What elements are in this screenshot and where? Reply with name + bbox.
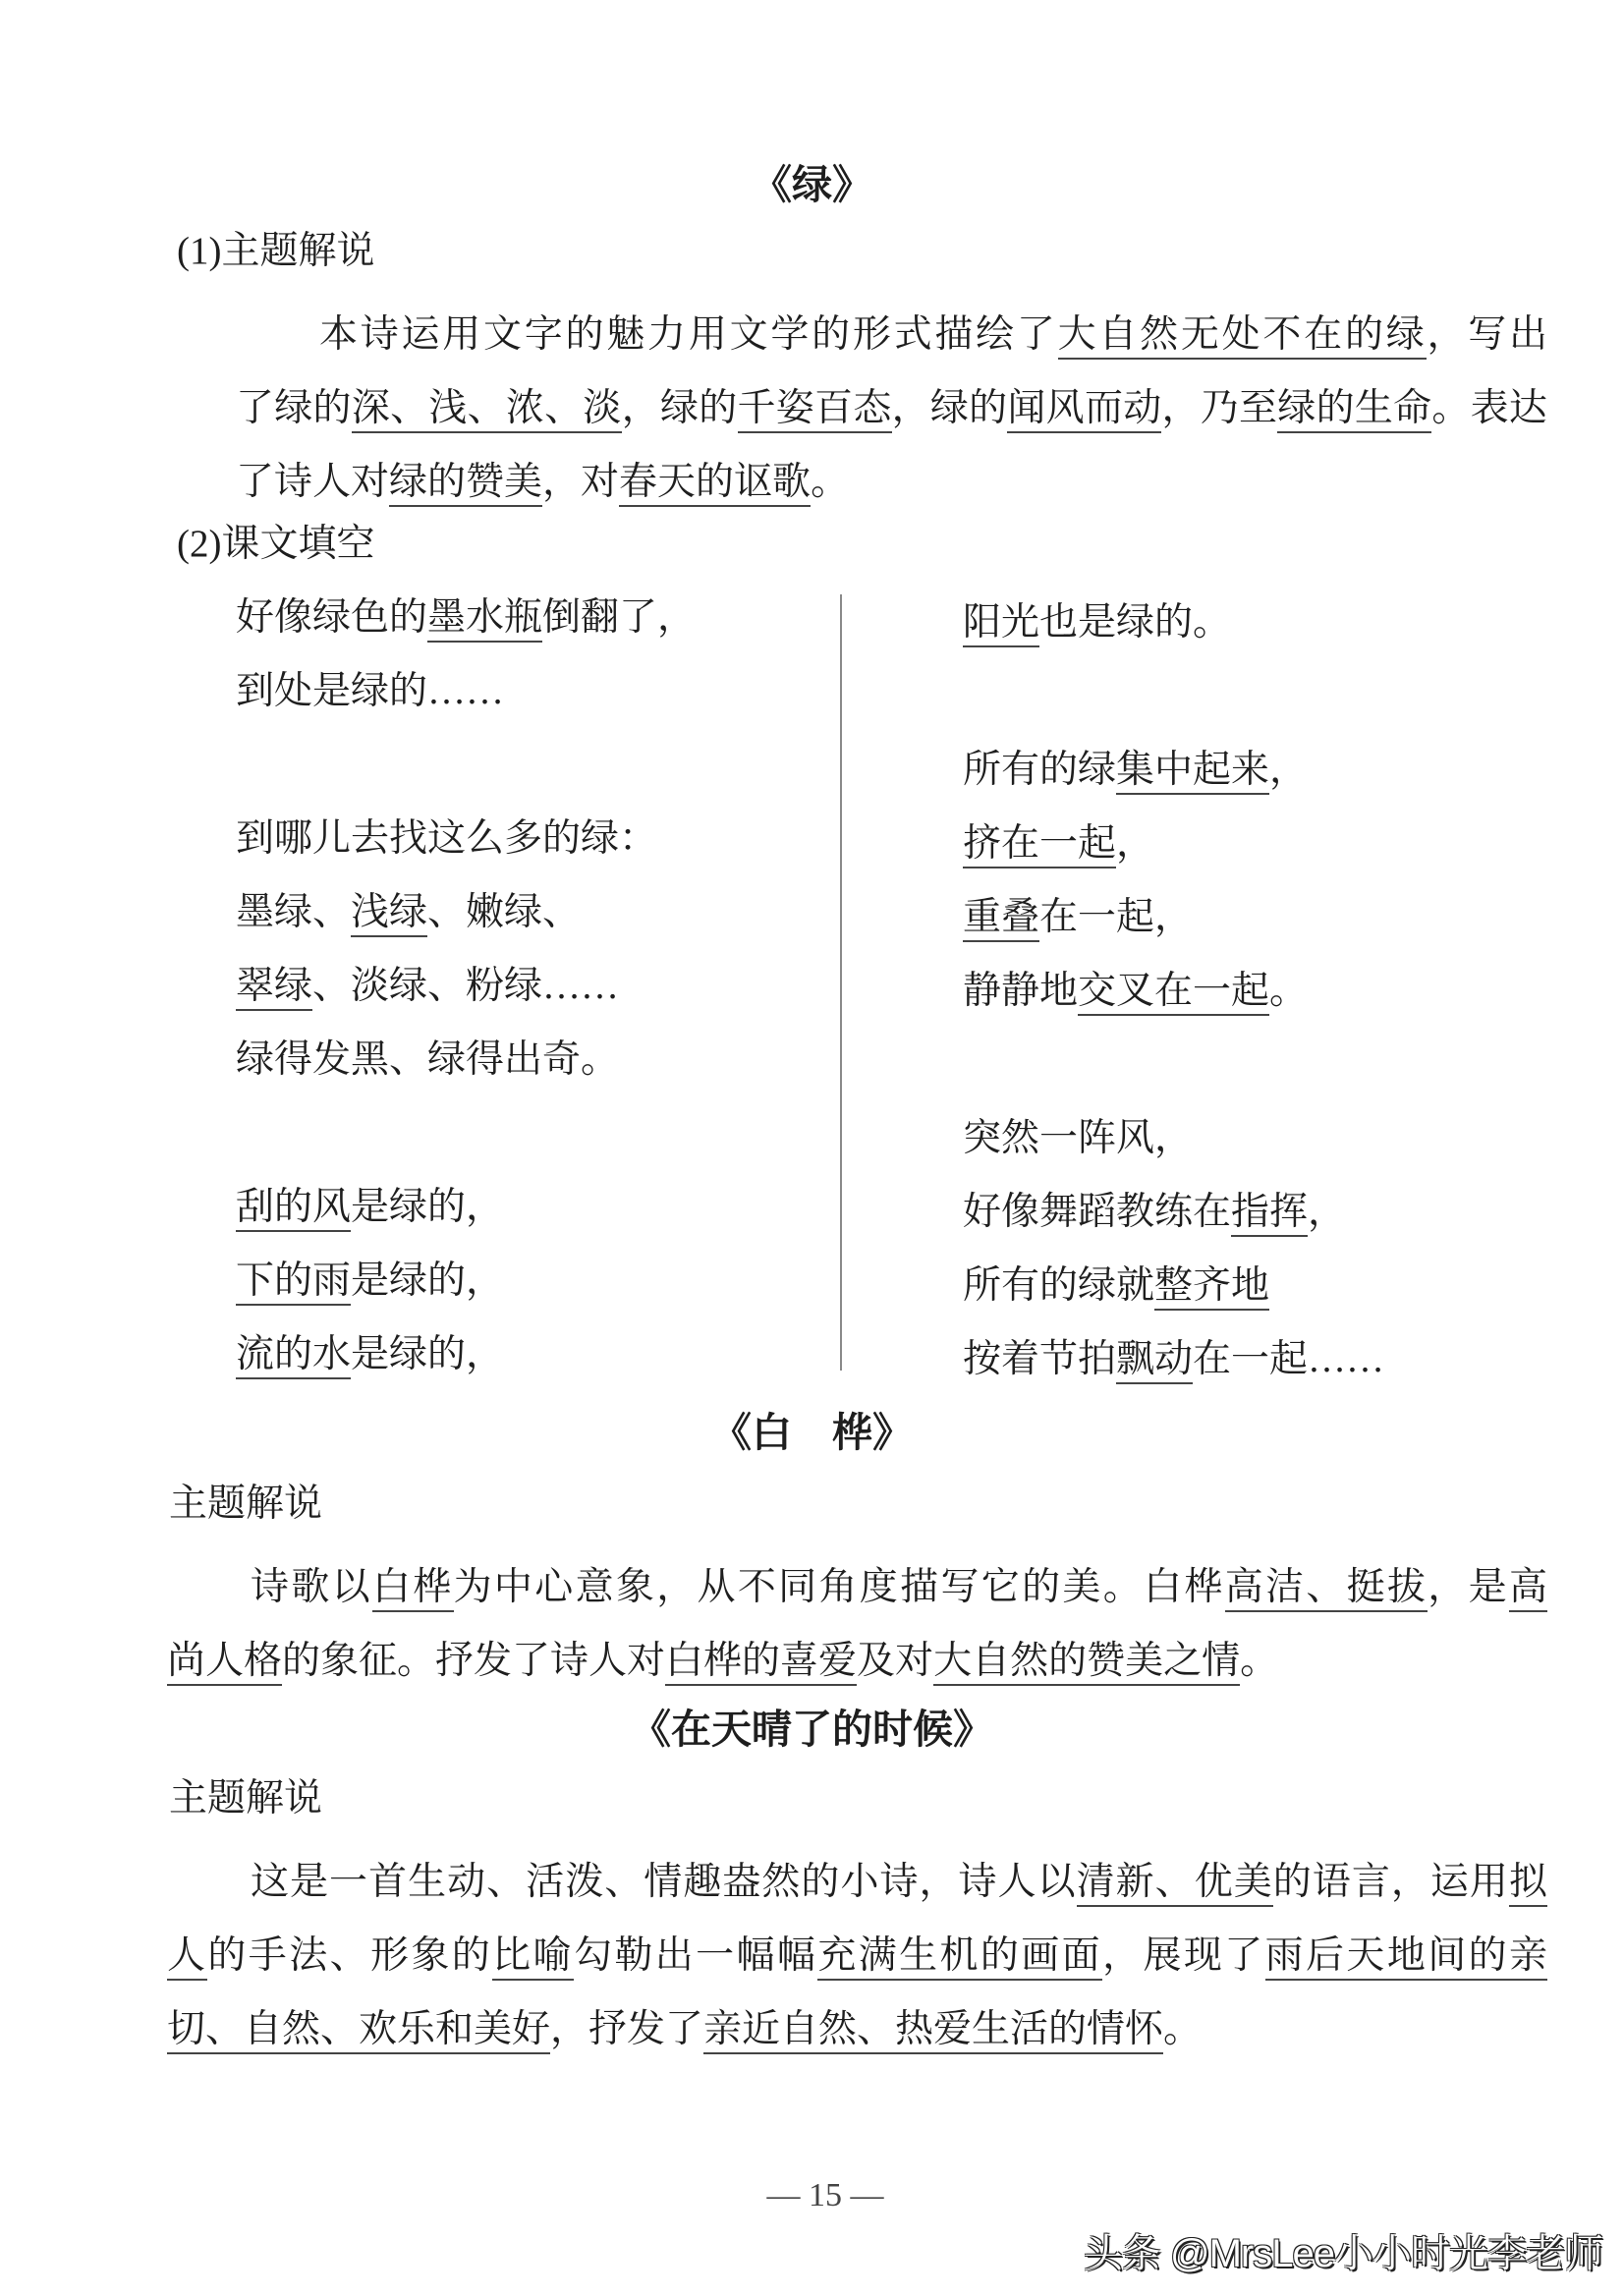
underlined-answer: 大自然无处不在的绿 (1058, 313, 1428, 360)
text-segment: ，是 (1428, 1566, 1509, 1608)
underlined-answer: 整齐地 (1154, 1264, 1269, 1311)
paragraph-line (167, 1550, 1547, 1624)
underlined-answer: 白桦 (372, 1566, 454, 1612)
poem-line (236, 1317, 696, 1391)
theme-paragraph-baihua (167, 1550, 1547, 1698)
text-segment: ， (1116, 822, 1155, 865)
text-segment: ， (1308, 1191, 1347, 1233)
text-segment: 。 (1240, 1640, 1279, 1682)
text-segment: ，乃至 (1161, 387, 1278, 429)
underlined-answer: 翠绿 (236, 965, 312, 1011)
underlined-answer: 绿的赞美 (389, 461, 542, 507)
poem-line (236, 802, 696, 875)
text-segment: 了诗人对 (236, 461, 390, 503)
text-segment: ，绿的 (891, 387, 1008, 429)
text-segment: ，写出 (1427, 313, 1547, 356)
underlined-answer: 集中起来 (1116, 749, 1269, 795)
text-segment: 这是一首生动、活泼、情趣盎然的小诗，诗人以 (251, 1861, 1077, 1903)
poem-line (963, 807, 1384, 880)
paragraph-line (167, 1624, 1547, 1698)
text-segment: 本诗运用文字的魅力用文学的形式描绘了 (319, 313, 1058, 356)
text-segment: 是绿的， (351, 1333, 505, 1375)
text-segment: 勾勒出一幅幅 (573, 1934, 818, 1977)
paragraph-line (236, 445, 1547, 519)
text-segment: 倒翻了， (542, 596, 697, 639)
text-segment: 绿得发黑、绿得出奇。 (236, 1038, 620, 1081)
watermark: 头条 @MrsLee小小时光李老师 (1083, 2232, 1602, 2275)
poem-line (963, 954, 1384, 1028)
underlined-answer: 绿的生命 (1277, 387, 1431, 433)
text-segment: 及对 (857, 1640, 934, 1682)
poem-line (963, 1322, 1384, 1396)
poem-line (236, 1023, 696, 1096)
text-segment: 到处是绿的…… (236, 670, 505, 712)
underlined-answer: 飘动 (1116, 1338, 1193, 1384)
text-segment: ，展现了 (1102, 1934, 1265, 1977)
text-segment: 突然一阵风， (963, 1117, 1194, 1159)
underlined-answer: 流的水 (236, 1333, 351, 1379)
text-segment: 、嫩绿、 (427, 891, 582, 933)
text-segment: 的手法、形象的 (207, 1934, 493, 1977)
text-segment: 诗歌以 (251, 1566, 372, 1608)
underlined-answer: 亲近自然、热爱生活的情怀 (703, 2008, 1163, 2054)
text-segment: 墨绿、 (236, 891, 352, 933)
poem-line (236, 1096, 696, 1170)
underlined-answer: 充满生机的画面 (817, 1934, 1102, 1981)
underlined-answer: 阳光 (963, 601, 1039, 647)
underlined-answer: 春天的讴歌 (619, 461, 811, 507)
underlined-answer: 尚人格 (167, 1640, 282, 1686)
text-segment: ， (1269, 749, 1309, 791)
underlined-answer: 白桦的喜爱 (665, 1640, 857, 1686)
poem-line (236, 654, 696, 728)
text-segment: ，抒发了 (550, 2008, 704, 2050)
underlined-answer: 重叠 (963, 896, 1039, 942)
underlined-answer: 雨后天地间的亲 (1265, 1934, 1547, 1981)
text-segment: 了绿的 (236, 387, 352, 429)
text-segment: 的语言，运用 (1272, 1861, 1509, 1903)
underlined-answer: 大自然的赞美之情 (933, 1640, 1240, 1686)
underlined-answer: 高 (1509, 1566, 1547, 1612)
text-segment: 在一起…… (1193, 1338, 1385, 1380)
poem-line (963, 1101, 1384, 1175)
underlined-answer: 刮的风 (236, 1186, 351, 1232)
theme-paragraph-tianqing (167, 1845, 1547, 2066)
text-segment: 静静地 (963, 970, 1079, 1012)
poem-left-column (236, 581, 696, 1391)
underlined-answer: 挤在一起 (963, 822, 1116, 868)
underlined-answer: 深、浅、浓、淡 (352, 387, 622, 433)
underlined-answer: 墨水瓶 (427, 596, 542, 643)
poem-line (236, 949, 696, 1023)
underlined-answer: 下的雨 (236, 1260, 351, 1306)
text-segment: 是绿的， (351, 1260, 505, 1302)
text-segment: 的象征。抒发了诗人对 (282, 1640, 666, 1682)
underlined-answer: 闻风而动 (1007, 387, 1161, 433)
column-divider (840, 594, 842, 1371)
text-segment: 。表达 (1431, 387, 1547, 429)
text-segment: 。 (1163, 2008, 1203, 2050)
paragraph-line (167, 1992, 1547, 2066)
section-heading-fill-blank: (2)课文填空 (177, 523, 375, 565)
text-segment: 所有的绿 (963, 749, 1117, 791)
underlined-answer: 千姿百态 (738, 387, 892, 433)
paragraph-line (236, 371, 1547, 445)
section-heading-theme: 主题解说 (169, 1777, 323, 1820)
poem-line (963, 1175, 1384, 1249)
underlined-answer: 比喻 (492, 1934, 574, 1981)
page-number: — 15 — (766, 2177, 884, 2213)
poem-line (236, 1244, 696, 1317)
underlined-answer: 人 (167, 1934, 207, 1981)
poem-line (236, 875, 696, 949)
text-segment: 、淡绿、粉绿…… (312, 965, 620, 1007)
underlined-answer: 高洁、挺拔 (1225, 1566, 1428, 1612)
poem-title-baihua: 《白 桦》 (711, 1410, 913, 1455)
text-segment: 好像舞蹈教练在 (963, 1191, 1232, 1233)
theme-paragraph-lv (236, 298, 1547, 519)
underlined-answer: 交叉在一起 (1078, 970, 1269, 1016)
text-segment: 所有的绿就 (963, 1264, 1155, 1307)
text-segment: 好像绿色的 (236, 596, 428, 639)
section-heading-theme: 主题解说 (169, 1483, 323, 1525)
poem-line (963, 880, 1384, 954)
paragraph-line (167, 1845, 1547, 1919)
underlined-answer: 切、自然、欢乐和美好 (167, 2008, 550, 2054)
poem-line (963, 586, 1384, 659)
text-segment: 按着节拍 (963, 1338, 1117, 1380)
poem-title-lv: 《绿》 (752, 162, 872, 207)
section-heading-theme: (1)主题解说 (177, 230, 375, 272)
underlined-answer: 浅绿 (351, 891, 427, 937)
text-segment: 为中心意象，从不同角度描写它的美。白桦 (453, 1566, 1225, 1608)
poem-line (236, 728, 696, 802)
underlined-answer: 指挥 (1231, 1191, 1308, 1237)
poem-line (963, 659, 1384, 733)
poem-line (963, 733, 1384, 807)
underlined-answer: 清新、优美 (1077, 1861, 1273, 1907)
poem-right-column (963, 586, 1384, 1396)
underlined-answer: 拟 (1509, 1861, 1547, 1907)
paragraph-line (167, 1919, 1547, 1992)
text-segment: 。 (1269, 970, 1309, 1012)
text-segment: 。 (811, 461, 850, 503)
poem-line (236, 1170, 696, 1244)
text-segment: 到哪儿去找这么多的绿： (236, 817, 658, 860)
poem-line (236, 581, 696, 654)
text-segment: ，绿的 (621, 387, 738, 429)
poem-title-tianqing: 《在天晴了的时候》 (631, 1707, 993, 1752)
text-segment: 是绿的， (351, 1186, 505, 1228)
text-segment: 在一起， (1039, 896, 1194, 938)
paragraph-line (236, 298, 1547, 371)
text-segment: ，对 (542, 461, 620, 503)
poem-line (963, 1028, 1384, 1101)
poem-line (963, 1249, 1384, 1322)
text-segment: 也是绿的。 (1039, 601, 1232, 644)
